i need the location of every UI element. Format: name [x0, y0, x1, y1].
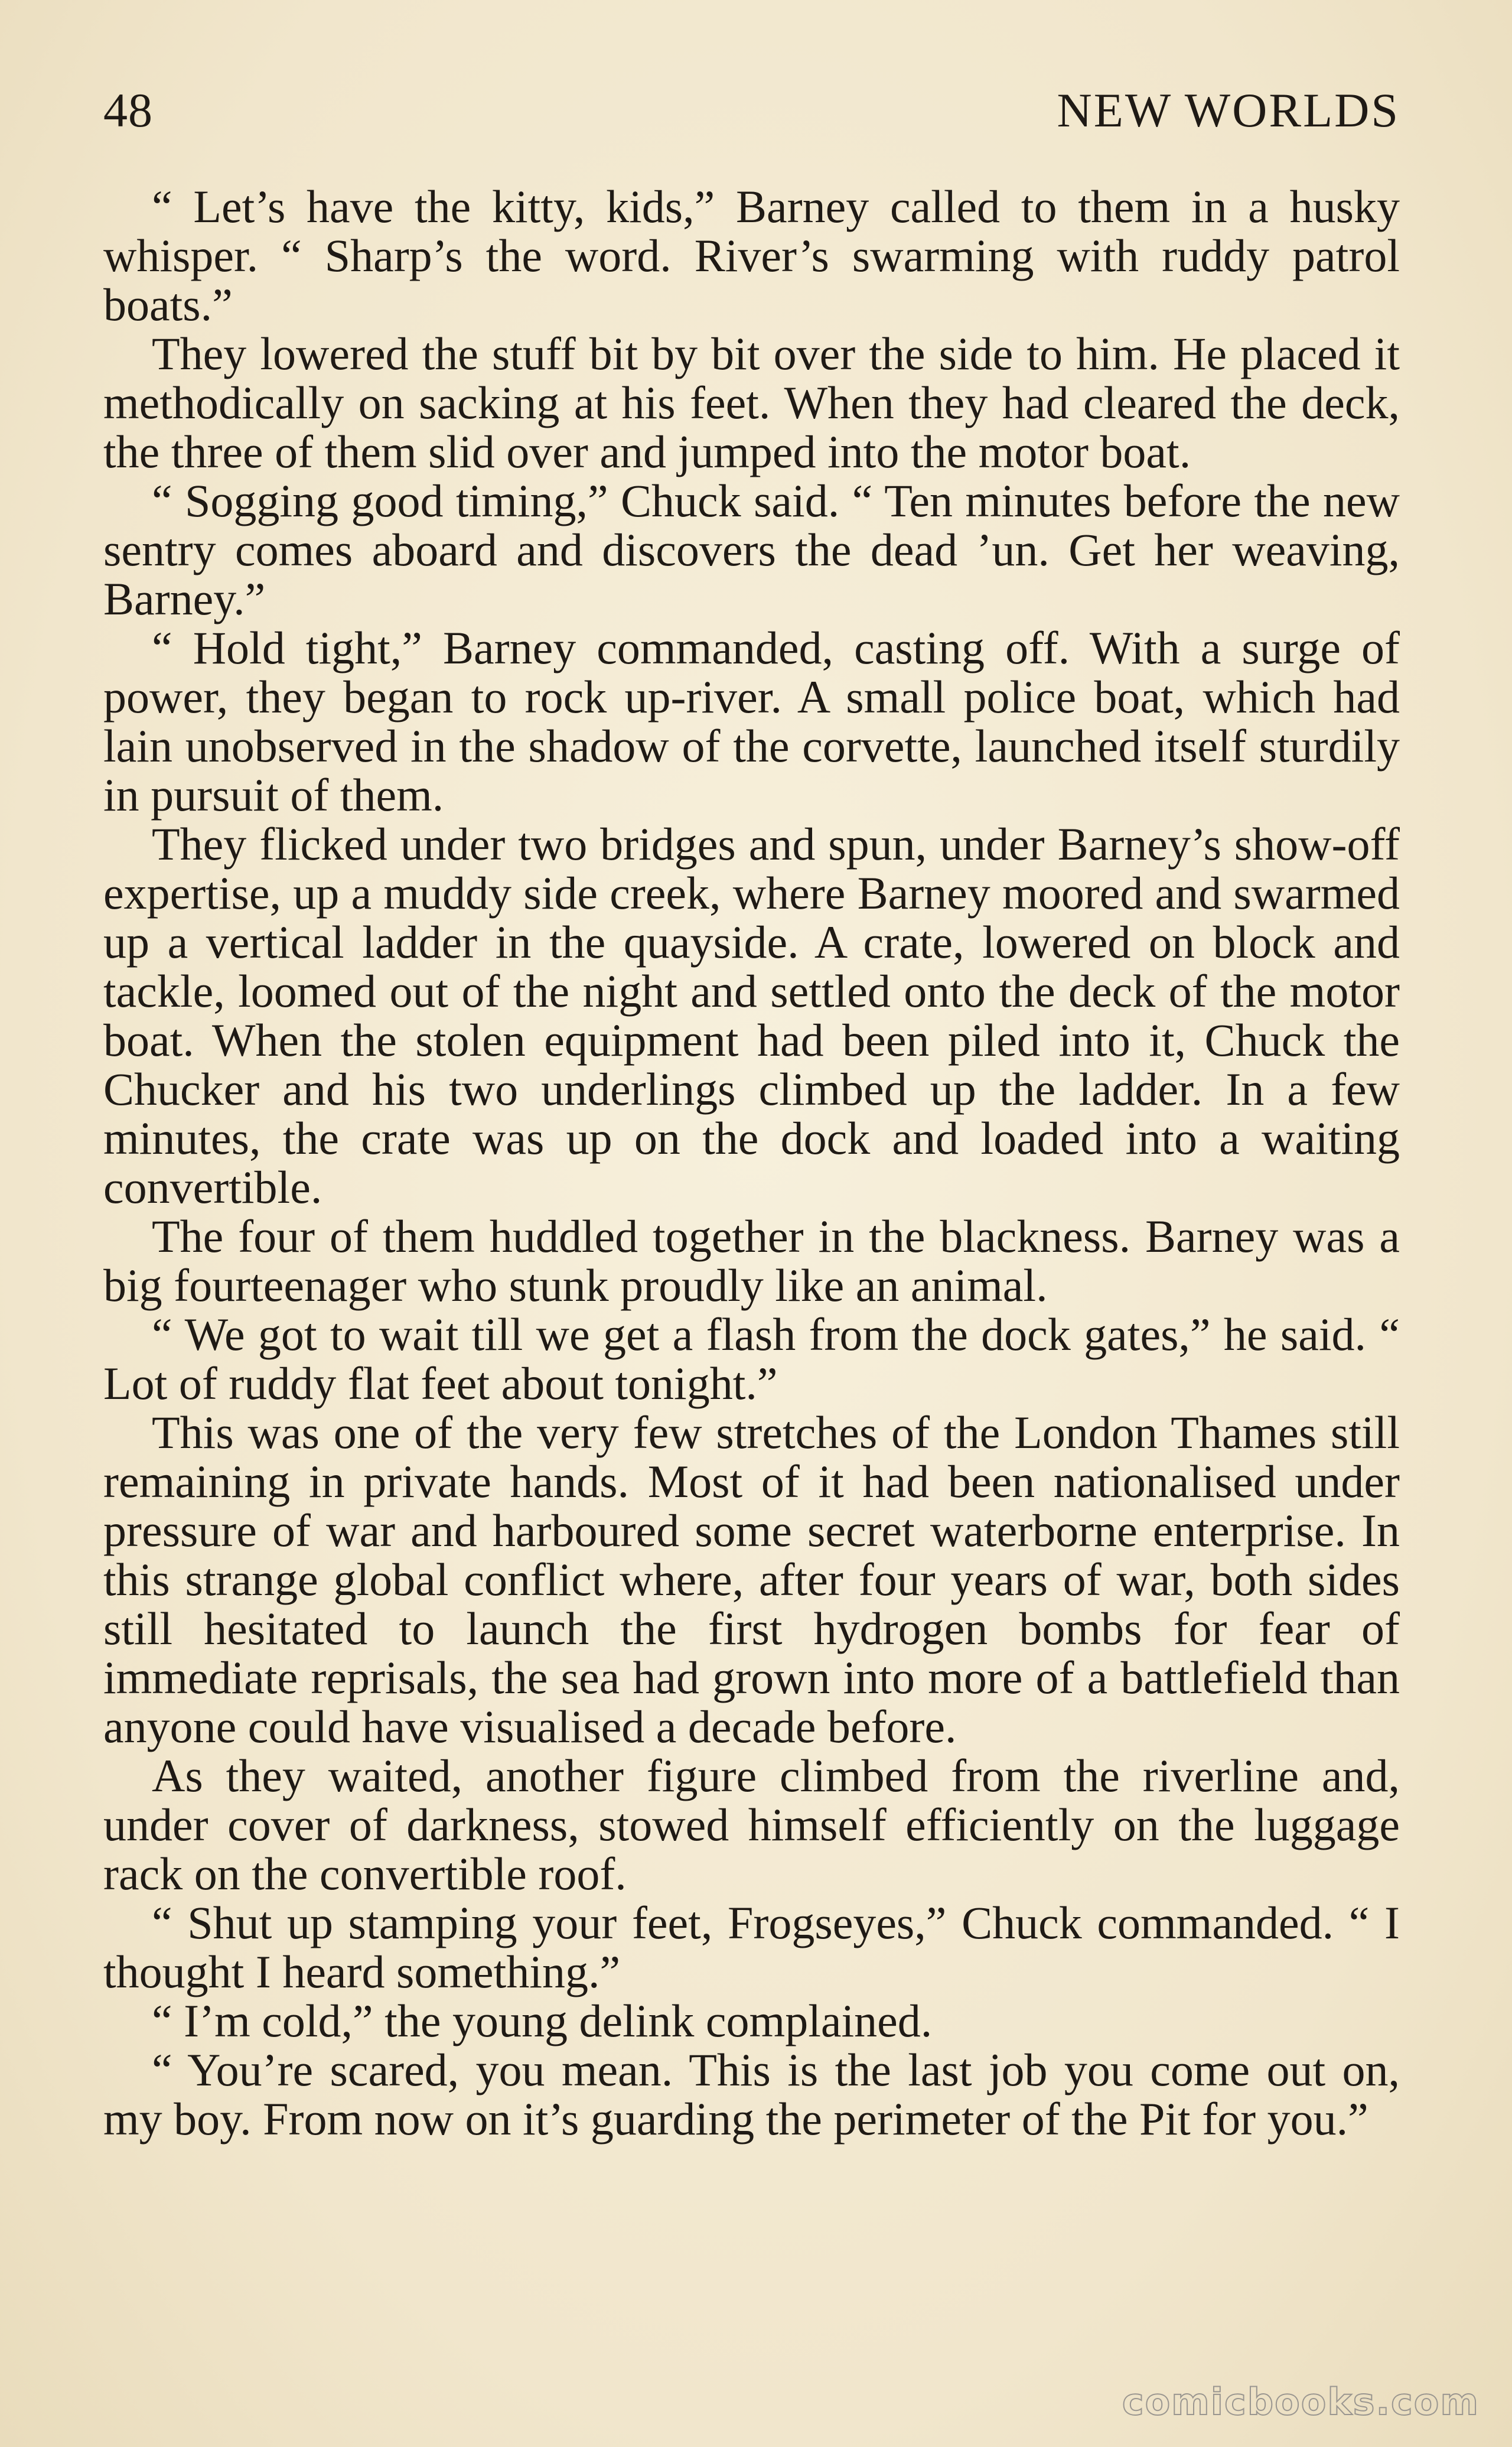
paragraph: “ Hold tight,” Barney commanded, casting off. With a surge of power, they began to rock up-river. A small police boat, which had lain unobserved in the shadow of the corvette, launched itself sturdily in pursuit of them. [103, 622, 1400, 821]
paragraph: “ We got to wait till we get a flash from the dock gates,” he said. “ Lot of ruddy flat feet about tonight.” [103, 1309, 1400, 1409]
paragraph: “ You’re scared, you mean. This is the last job you come out on, my boy. From now on it’s guarding the perimeter of the Pit for you.” [103, 2044, 1400, 2145]
paragraph: As they waited, another figure climbed from the riverline and, under cover of darkness, stowed himself efficiently on the luggage rack on the convertible roof. [103, 1750, 1400, 1899]
body-text [103, 182, 1400, 2143]
paragraph: “ Shut up stamping your feet, Frogseyes,” Chuck commanded. “ I thought I heard something.” [103, 1897, 1400, 1997]
paragraph: “ I’m cold,” the young delink complained. [152, 1995, 933, 2046]
page-header [103, 83, 1400, 154]
running-head: NEW WORLDS [1057, 83, 1400, 137]
paragraph: They flicked under two bridges and spun, under Barney’s show-off expertise, up a muddy side creek, where Barney moored and swarmed up a vertical ladder in the quayside. A crate, lowered on block and tackle, loomed out of the night and settled onto the deck of the motor boat. When the stolen equipment had been piled into it, Chuck the Chucker and his two underlings climbed up the ladder. In a few minutes, the crate was up on the dock and loaded into a waiting convertible. [103, 818, 1400, 1213]
page-number: 48 [103, 83, 153, 137]
paragraph: “ Let’s have the kitty, kids,” Barney called to them in a husky whisper. “ Sharp’s the word. River’s swarming with ruddy patrol boats.” [103, 181, 1400, 330]
watermark: comicbooks.com [1122, 2380, 1480, 2423]
paragraph: This was one of the very few stretches of the London Thames still remaining in private hands. Most of it had been nationalised under pressure of war and harboured some secret waterborne enterprise. In this strange global conflict where, after four years of war, both sides still hesitated to launch the first hydrogen bombs for fear of immediate reprisals, the sea had grown into more of a battlefield than anyone could have visualised a decade before. [103, 1407, 1400, 1752]
paragraph: The four of them huddled together in the blackness. Barney was a big fourteenager who stunk proudly like an animal. [103, 1211, 1400, 1311]
paragraph: “ Sogging good timing,” Chuck said. “ Ten minutes before the new sentry comes aboard and discovers the dead ’un. Get her weaving, Barney.” [103, 475, 1400, 624]
paragraph: They lowered the stuff bit by bit over the side to him. He placed it methodically on sacking at his feet. When they had cleared the deck, the three of them slid over and jumped into the motor boat. [103, 328, 1400, 477]
